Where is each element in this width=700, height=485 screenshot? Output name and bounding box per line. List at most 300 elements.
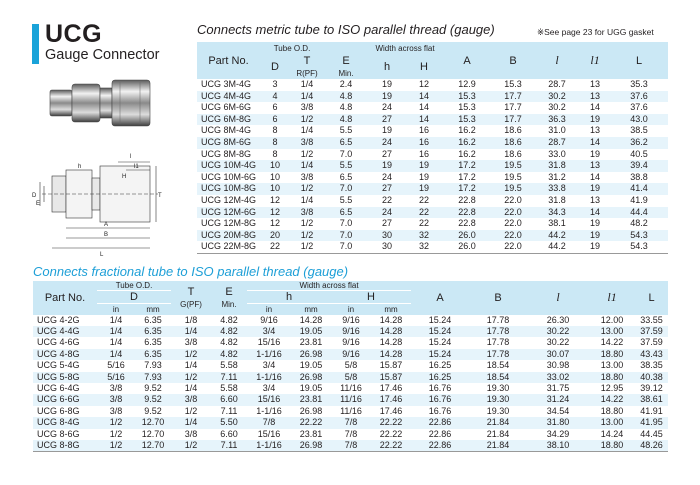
table-cell: 34.54: [546, 405, 570, 416]
table-cell: 1/2: [290, 230, 324, 242]
part-number-cell: UCG 8M-8G: [201, 148, 252, 159]
table-cell: 22.22: [291, 417, 331, 428]
table-cell: 24: [368, 207, 406, 219]
table-cell: 7.11: [211, 372, 247, 383]
table-cell: 1/2: [171, 372, 211, 383]
table-cell: 16: [406, 137, 442, 149]
table-cell: 7.0: [324, 183, 368, 195]
table-row: [197, 91, 668, 103]
table-cell: 1/4: [97, 326, 135, 337]
table-cell: 7.0: [339, 148, 353, 159]
table-cell: 14.28: [379, 337, 403, 348]
table-cell: 1/2: [300, 218, 314, 229]
table-cell: 17.2: [442, 160, 492, 172]
header-part-no: Part No.: [197, 42, 260, 79]
table-cell: 1/4: [300, 125, 314, 136]
table-row: [197, 218, 668, 230]
table-cell: 7.11: [211, 440, 247, 452]
table-row: [197, 125, 668, 137]
table-cell: 1/2: [171, 349, 211, 360]
gasket-footnote: ※See page 23 for UGG gasket: [537, 27, 654, 37]
table-cell: 30: [382, 241, 393, 252]
dim-label-t: T: [158, 193, 162, 199]
table-cell: 22.86: [428, 428, 452, 439]
table-cell: 23.81: [299, 428, 323, 439]
table-cell: 5.50: [211, 417, 247, 428]
table-cell: 54.3: [610, 230, 668, 242]
dim-label-b: B: [104, 232, 109, 238]
table-cell: 14.28: [299, 314, 323, 325]
table-cell: 8: [260, 137, 290, 149]
table-cell: 8: [272, 125, 278, 136]
table-cell: 1/4: [300, 79, 314, 89]
table-cell: 17.78: [469, 349, 527, 360]
table-cell: 14.22: [589, 394, 635, 405]
table-cell: 4.82: [220, 337, 238, 348]
table-cell: 1/2: [97, 417, 135, 428]
table-row: [197, 79, 668, 91]
table-cell: 19: [382, 79, 393, 89]
header-tube-od: Tube O.D.: [97, 281, 171, 291]
part-number-cell: UCG 4-6G: [37, 337, 80, 348]
table-row: [197, 207, 668, 219]
header-width-across-flat: Width across flat: [368, 42, 442, 55]
table-cell: 11/16: [340, 382, 362, 393]
table-cell: 22.86: [411, 440, 469, 452]
part-number-cell: UCG 8-8G: [33, 440, 97, 452]
table-cell: 14: [590, 102, 601, 113]
table-cell: 22.22: [371, 417, 411, 428]
table-cell: 31.2: [548, 171, 566, 182]
table-cell: 9.52: [144, 382, 162, 393]
table-cell: 40.38: [635, 372, 668, 383]
table-row: [197, 172, 668, 184]
table-cell: 38.5: [630, 125, 648, 136]
header-part-no: Part No.: [33, 281, 97, 315]
table-cell: 14.28: [371, 349, 411, 360]
table-cell: 30.22: [527, 326, 589, 337]
table-row: [33, 349, 668, 360]
table-cell: 33.55: [640, 314, 663, 325]
table-cell: 38.10: [527, 440, 589, 452]
part-number-cell: UCG 3M-4G: [201, 79, 252, 89]
table-cell: 36.2: [610, 137, 668, 149]
table-cell: 1/4: [184, 382, 198, 393]
table-cell: 13: [590, 194, 601, 205]
table-cell: 14.28: [379, 314, 403, 325]
table-cell: 1/2: [290, 114, 324, 126]
table-cell: 1/4: [171, 326, 211, 337]
table-cell: 19: [419, 171, 430, 182]
dim-label-l1: l1: [134, 164, 139, 170]
table-cell: 3/8: [171, 394, 211, 405]
table-cell: 13: [590, 79, 601, 89]
table-cell: 24: [368, 137, 406, 149]
dimension-drawing: [40, 162, 158, 248]
table-cell: 8: [272, 148, 278, 159]
table-cell: 19: [580, 114, 610, 126]
part-number-cell: UCG 12M-4G: [201, 194, 257, 205]
table-cell: 3: [272, 79, 278, 89]
dim-label-d: D: [32, 193, 37, 199]
table-cell: 15.3: [504, 79, 522, 89]
fractional-table-body: [33, 315, 668, 452]
table-cell: 19.5: [504, 171, 522, 182]
table-cell: 9.52: [144, 405, 162, 416]
table-cell: 1/2: [184, 405, 198, 416]
header-l-small: l: [527, 281, 589, 315]
header-H-mm: mm: [371, 304, 411, 315]
part-number-cell: UCG 6M-8G: [197, 114, 260, 126]
table-cell: 37.6: [610, 91, 668, 103]
table-row: [33, 360, 668, 371]
table-cell: 30: [368, 230, 406, 242]
table-cell: 17.46: [371, 394, 411, 405]
table-cell: 27: [382, 218, 393, 229]
table-cell: 14.22: [600, 337, 624, 348]
header-h-large: H: [331, 291, 411, 304]
table-cell: 14.28: [371, 326, 411, 337]
table-cell: 48.2: [630, 218, 648, 229]
table-cell: 22.8: [458, 218, 476, 229]
table-cell: 15/16: [257, 337, 281, 348]
part-number-cell: UCG 8-4G: [33, 417, 97, 428]
table-cell: 24: [382, 102, 393, 113]
table-cell: 3/8: [109, 405, 123, 416]
table-cell: 22.8: [442, 207, 492, 219]
table-cell: 30.22: [546, 337, 570, 348]
table-cell: 15.3: [442, 91, 492, 103]
table-cell: 1-1/16: [247, 349, 291, 360]
table-cell: 5.58: [220, 360, 238, 371]
table-cell: 32: [419, 241, 430, 252]
table-cell: 17.46: [379, 405, 403, 416]
table-cell: 43.43: [635, 349, 668, 360]
table-cell: 7.0: [339, 241, 353, 252]
table-cell: 26.98: [291, 372, 331, 383]
table-cell: 14.24: [600, 428, 624, 439]
table-cell: 19.05: [299, 382, 323, 393]
table-cell: 19.30: [486, 382, 510, 393]
table-cell: 22.0: [492, 207, 534, 219]
table-cell: 18.54: [486, 360, 510, 371]
table-cell: 7.93: [135, 372, 171, 383]
header-d-in: in: [97, 304, 135, 315]
table-cell: 18.6: [492, 137, 534, 149]
table-row: [33, 383, 668, 394]
table-cell: 6.35: [144, 314, 162, 325]
metric-table-body: [197, 79, 668, 253]
table-cell: 4.8: [324, 114, 368, 126]
table-cell: 39.12: [640, 382, 663, 393]
table-cell: 37.6: [630, 102, 648, 113]
table-cell: 1/2: [290, 183, 324, 195]
table-cell: 19: [580, 183, 610, 195]
table-cell: 15.24: [411, 349, 469, 360]
part-number-cell: UCG 8-6G: [37, 428, 80, 439]
table-cell: 3/4: [247, 326, 291, 337]
table-row: [33, 337, 668, 348]
header-l-small: l: [534, 42, 580, 79]
table-cell: 26.0: [442, 230, 492, 242]
table-cell: 6.5: [324, 207, 368, 219]
part-number-cell: UCG 10M-8G: [197, 183, 260, 195]
table-cell: 1/2: [109, 428, 123, 439]
table-cell: 19: [590, 148, 601, 159]
table-cell: 1-1/16: [247, 372, 291, 383]
table-cell: 14: [406, 91, 442, 103]
table-cell: 30.07: [527, 349, 589, 360]
table-cell: 39.4: [610, 160, 668, 172]
table-cell: 16.2: [442, 137, 492, 149]
table-cell: 17.46: [379, 382, 403, 393]
table-cell: 22: [419, 194, 430, 205]
header-min: Min.: [338, 69, 354, 78]
table-cell: 1/4: [171, 417, 211, 428]
table-cell: 15/16: [257, 428, 281, 439]
table-cell: 16.76: [428, 382, 452, 393]
table-cell: 54.3: [630, 241, 648, 252]
table-cell: 16.25: [411, 372, 469, 383]
table-cell: 26.30: [546, 314, 570, 325]
table-cell: 6.35: [135, 349, 171, 360]
table-cell: 21.84: [469, 417, 527, 428]
header-tube-od: Tube O.D.: [260, 42, 324, 55]
table-cell: 18.54: [469, 372, 527, 383]
header-H-in: in: [331, 304, 371, 315]
table-cell: 10: [269, 171, 280, 182]
table-cell: 31.75: [546, 382, 570, 393]
table-cell: 22: [269, 241, 280, 252]
table-cell: 16.76: [411, 394, 469, 405]
header-h-in: in: [247, 304, 291, 315]
table-cell: 33.8: [534, 183, 580, 195]
table-cell: 17.78: [469, 326, 527, 337]
table-cell: 30.98: [546, 360, 570, 371]
table-cell: 27: [368, 183, 406, 195]
table-cell: 13: [580, 91, 610, 103]
header-width-across-flat: Width across flat: [247, 281, 411, 291]
part-number-cell: UCG 4M-4G: [197, 91, 260, 103]
table-cell: 3/8: [109, 382, 123, 393]
table-cell: 6.5: [339, 171, 353, 182]
table-cell: 17.78: [486, 314, 510, 325]
table-row: [33, 406, 668, 417]
table-cell: 5/16: [107, 360, 125, 371]
table-cell: 34.3: [534, 207, 580, 219]
table-cell: 9/16: [342, 337, 360, 348]
table-cell: 9/16: [331, 349, 371, 360]
header-e: E: [225, 285, 233, 298]
table-cell: 5/8: [331, 372, 371, 383]
part-number-cell: UCG 20M-8G: [197, 230, 260, 242]
table-cell: 7/8: [344, 428, 358, 439]
header-a: A: [442, 42, 492, 79]
table-row: [197, 230, 668, 242]
part-number-cell: UCG 5-8G: [33, 372, 97, 383]
table-cell: 28.7: [534, 137, 580, 149]
table-cell: 15.87: [371, 372, 411, 383]
table-cell: 14: [590, 171, 601, 182]
table-cell: 4.8: [324, 91, 368, 103]
part-number-cell: UCG 12M-6G: [197, 207, 260, 219]
table-cell: 40.5: [630, 148, 648, 159]
table-cell: 22: [406, 207, 442, 219]
table-cell: 26.98: [291, 440, 331, 452]
table-cell: 19.30: [486, 405, 510, 416]
metric-spec-table: [197, 42, 668, 254]
part-number-cell: UCG 8M-6G: [197, 137, 260, 149]
product-code-title: UCG: [45, 20, 103, 48]
table-cell: 17.7: [504, 102, 522, 113]
table-cell: 15.3: [458, 102, 476, 113]
table-cell: 3/8: [300, 102, 314, 113]
table-cell: 6.60: [211, 394, 247, 405]
table-cell: 12.00: [600, 314, 624, 325]
table-cell: 5.58: [220, 382, 238, 393]
table-cell: 14: [580, 207, 610, 219]
table-cell: 19: [382, 125, 393, 136]
table-cell: 3/4: [262, 382, 276, 393]
table-cell: 31.80: [527, 417, 589, 428]
table-cell: 37.59: [635, 326, 668, 337]
table-cell: 38.1: [548, 218, 566, 229]
table-cell: 14: [580, 137, 610, 149]
table-cell: 4.8: [339, 102, 353, 113]
brand-accent-bar: [32, 24, 39, 64]
table-cell: 21.84: [486, 428, 510, 439]
table-row: [197, 241, 668, 253]
table-cell: 18.80: [589, 440, 635, 452]
table-cell: 13.00: [589, 417, 635, 428]
table-cell: 13.00: [600, 360, 624, 371]
table-cell: 18.6: [504, 148, 522, 159]
table-cell: 34.29: [546, 428, 570, 439]
header-e: E: [342, 55, 350, 67]
table-cell: 17.2: [458, 171, 476, 182]
table-row: [197, 183, 668, 195]
dim-label-h: h: [78, 164, 82, 170]
table-cell: 7/8: [331, 440, 371, 452]
table-cell: 19: [580, 230, 610, 242]
table-cell: 7/8: [331, 417, 371, 428]
table-cell: 12.70: [141, 428, 165, 439]
table-cell: 7.0: [339, 218, 353, 229]
table-cell: 1/2: [171, 440, 211, 452]
table-cell: 31.8: [548, 194, 566, 205]
fractional-spec-table: [33, 281, 668, 452]
table-cell: 5.5: [339, 125, 353, 136]
table-cell: 19: [406, 183, 442, 195]
table-cell: 18.80: [589, 349, 635, 360]
table-cell: 1/2: [300, 241, 314, 252]
table-cell: 16.25: [428, 360, 452, 371]
part-number-cell: UCG 6-4G: [37, 382, 80, 393]
table-cell: 37.59: [640, 337, 663, 348]
table-cell: 4.82: [211, 326, 247, 337]
table-cell: 44.2: [548, 241, 566, 252]
table-cell: 16.2: [458, 125, 476, 136]
table-cell: 26.0: [458, 241, 476, 252]
table-cell: 16: [419, 125, 430, 136]
table-cell: 1/4: [97, 349, 135, 360]
table-cell: 4.82: [211, 349, 247, 360]
dim-label-L: L: [100, 252, 104, 258]
table-cell: 41.4: [610, 183, 668, 195]
table-cell: 1-1/16: [247, 440, 291, 452]
header-t: T: [187, 285, 195, 298]
table-row: [33, 326, 668, 337]
header-h-mm: mm: [291, 304, 331, 315]
table-cell: 44.45: [640, 428, 663, 439]
table-cell: 15.24: [428, 314, 452, 325]
table-cell: 27: [368, 114, 406, 126]
table-cell: 12: [269, 194, 280, 205]
table-cell: 31.24: [527, 394, 589, 405]
table-cell: 5.5: [324, 160, 368, 172]
table-cell: 12.9: [458, 79, 476, 89]
table-cell: 48.26: [635, 440, 668, 452]
table-cell: 7/8: [247, 417, 291, 428]
header-l-large: L: [635, 281, 668, 315]
table-cell: 19.5: [492, 183, 534, 195]
header-min: Min.: [221, 299, 237, 309]
table-cell: 3/8: [184, 337, 198, 348]
table-cell: 7.0: [324, 230, 368, 242]
header-h-large: H: [406, 55, 442, 79]
table-cell: 15/16: [247, 394, 291, 405]
table-cell: 12.70: [135, 417, 171, 428]
table-row: [197, 137, 668, 149]
table-cell: 35.3: [630, 79, 648, 89]
header-l1: l1: [589, 281, 635, 315]
header-t: T: [303, 55, 311, 67]
table-cell: 31.0: [548, 125, 566, 136]
table-cell: 14: [406, 114, 442, 126]
table-cell: 15.87: [379, 360, 403, 371]
table-cell: 22.22: [379, 428, 403, 439]
table-cell: 9/16: [260, 314, 278, 325]
product-diagram: [30, 78, 180, 260]
table-cell: 12.70: [135, 440, 171, 452]
table-cell: 24: [382, 171, 393, 182]
table-cell: 16.2: [458, 148, 476, 159]
header-rpf: R(PF): [296, 69, 318, 78]
table-cell: 4: [260, 91, 290, 103]
table-cell: 23.81: [291, 394, 331, 405]
table-cell: 5.5: [339, 194, 353, 205]
table-row: [197, 149, 668, 161]
part-number-cell: UCG 10M-4G: [197, 160, 260, 172]
table-cell: 1/4: [290, 160, 324, 172]
table-row: [33, 417, 668, 428]
table-cell: 38.61: [635, 394, 668, 405]
table-cell: 30.2: [548, 102, 566, 113]
table-cell: 33.0: [548, 148, 566, 159]
metric-table-title: Connects metric tube to ISO parallel thread (gauge): [197, 22, 495, 37]
part-number-cell: UCG 8M-4G: [201, 125, 252, 136]
table-cell: 41.95: [635, 417, 668, 428]
table-cell: 9/16: [342, 314, 360, 325]
header-l-large: L: [610, 42, 668, 79]
table-cell: 22.0: [492, 230, 534, 242]
table-cell: 1/8: [184, 314, 198, 325]
table-cell: 12: [260, 207, 290, 219]
product-name-subtitle: Gauge Connector: [45, 47, 160, 63]
table-cell: 3/4: [262, 360, 276, 371]
table-cell: 19.30: [469, 394, 527, 405]
table-cell: 2.4: [339, 79, 353, 89]
